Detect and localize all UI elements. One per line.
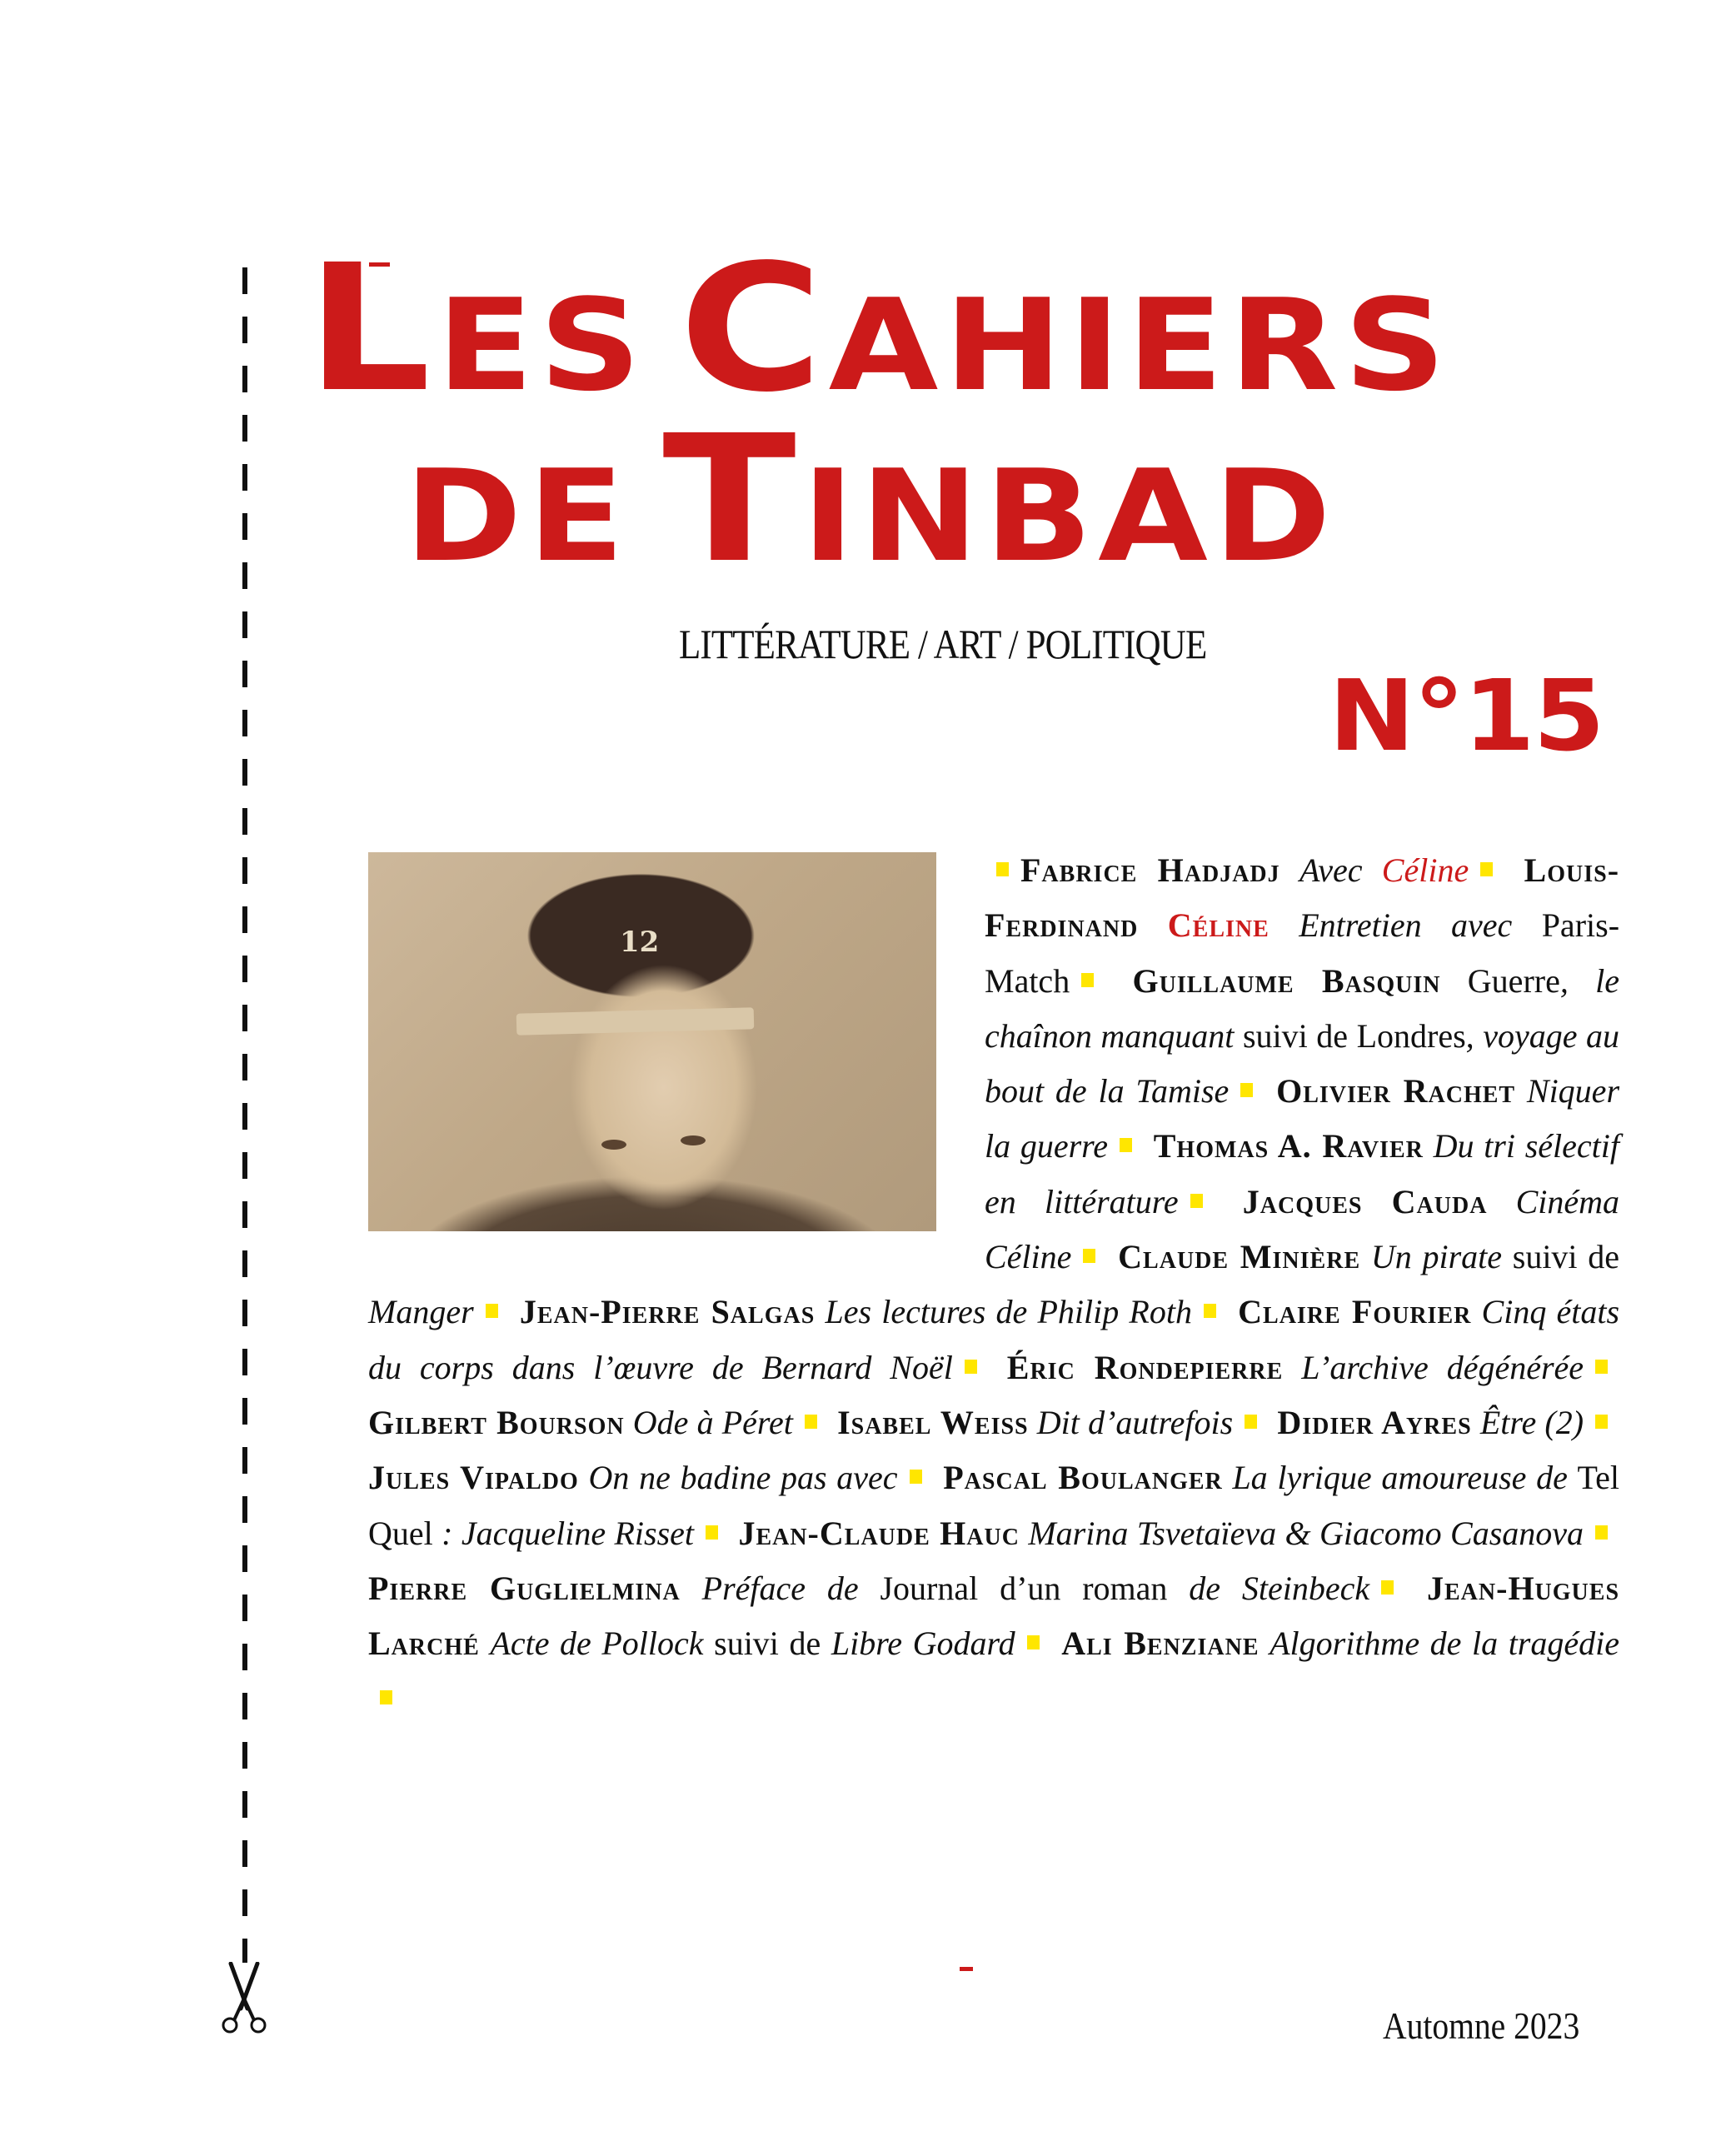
yellow-bullet-icon <box>1240 1083 1253 1097</box>
entry-author: Louis-Ferdinand <box>985 851 1620 945</box>
yellow-bullet-icon <box>1190 1194 1203 1208</box>
toc-entry <box>1277 1404 1584 1441</box>
entry-title-part: Dit d’autrefois <box>1036 1403 1234 1441</box>
yellow-bullet-icon <box>380 1690 392 1704</box>
toc-entry <box>368 1404 793 1441</box>
entry-title-part: Guerre <box>1467 961 1560 1000</box>
entry-title-part: Les lectures de Philip Roth <box>825 1293 1192 1331</box>
title-letter: L <box>306 227 437 431</box>
entry-title-part: Un pirate <box>1370 1238 1513 1276</box>
entry-title-part: Journal d’un roman <box>880 1569 1168 1607</box>
entry-title-part: Cinéma Céline <box>985 1182 1620 1276</box>
entry-title-part: Paris-Match <box>985 906 1620 1000</box>
entry-title-part: Avec <box>1299 851 1382 889</box>
entry-author: Jules Vipaldo <box>368 1459 579 1497</box>
entry-author: Didier Ayres <box>1277 1403 1472 1441</box>
toc-entry <box>1020 851 1469 889</box>
scissors-icon <box>219 1962 269 2037</box>
table-of-contents <box>368 843 1619 1727</box>
yellow-bullet-icon <box>1595 1360 1608 1374</box>
entry-title-part: La lyrique amoureuse de <box>1232 1459 1578 1497</box>
entry-title-part: On ne badine pas avec <box>588 1459 898 1497</box>
entry-title-part: Tel Quel <box>368 1459 1620 1552</box>
entry-title-part: suivi de <box>714 1624 831 1663</box>
title-word-de: DE <box>404 442 631 590</box>
yellow-bullet-icon <box>965 1360 977 1374</box>
entry-title-part: Manger <box>368 1293 474 1331</box>
title-letter: C <box>679 227 829 431</box>
yellow-bullet-icon <box>1381 1580 1394 1595</box>
yellow-bullet-icon <box>486 1304 498 1318</box>
magazine-title-line-1 <box>0 227 1716 431</box>
entry-author: Jean-Pierre Salgas <box>519 1293 816 1331</box>
entry-author-highlight: Céline <box>1167 906 1270 945</box>
photo-wrap-spacer <box>368 843 985 1285</box>
entry-author: Pierre Guglielmina <box>368 1569 681 1607</box>
entry-title-part: Préface de <box>701 1569 880 1607</box>
entry-title-part: de Steinbeck <box>1167 1569 1370 1607</box>
entry-title-part: L’archive dégénérée <box>1301 1348 1584 1386</box>
magazine-title-line-2 <box>0 397 1716 601</box>
entry-author: Claude Minière <box>1118 1238 1361 1276</box>
entry-author: Jean-Hugues Larché <box>368 1569 1620 1663</box>
kepi-number: 12 <box>620 926 660 959</box>
entry-title-part: Acte de Pollock <box>490 1624 715 1663</box>
entry-author: Claire Fourier <box>1238 1293 1472 1331</box>
entry-title-part: , le chaînon manquant <box>985 961 1620 1055</box>
title-word-cahiers: AHIERS <box>828 272 1452 419</box>
entry-author: Éric Rondepierre <box>1006 1348 1284 1386</box>
entry-title-part: Ode à Péret <box>632 1403 793 1441</box>
entry-title-part: Marina Tsvetaïeva & Giacomo Casanova <box>1028 1514 1584 1552</box>
toc-entry <box>738 1515 1584 1552</box>
entry-title-part: Algorithme de la tragédie <box>1270 1624 1619 1663</box>
entry-title-part: suivi de Londres <box>1242 1016 1466 1055</box>
yellow-bullet-icon <box>1595 1415 1608 1429</box>
entry-title-part: Être (2) <box>1479 1403 1584 1441</box>
yellow-bullet-icon <box>1027 1635 1040 1649</box>
entry-title-part: : Jacqueline Risset <box>432 1514 695 1552</box>
toc-entry <box>368 1570 1369 1607</box>
title-word-les: ES <box>436 272 647 419</box>
entry-title-part: Entretien avec <box>1299 906 1542 945</box>
entry-author: Jean-Claude Hauc <box>738 1514 1020 1552</box>
yellow-bullet-icon <box>910 1470 922 1484</box>
yellow-bullet-icon <box>1081 973 1094 987</box>
red-tick-mark-bottom <box>960 1967 973 1971</box>
yellow-bullet-icon <box>1083 1249 1095 1263</box>
yellow-bullet-icon <box>1120 1138 1132 1152</box>
title-letter: T <box>662 397 802 601</box>
entry-title-part: , voyage au bout de la Tamise <box>985 1016 1619 1110</box>
yellow-bullet-icon <box>1480 862 1493 876</box>
yellow-bullet-icon <box>1204 1304 1216 1318</box>
toc-entry <box>1061 1624 1619 1662</box>
entry-author: Jacques Cauda <box>1242 1182 1488 1220</box>
issue-number: N°15 <box>1329 658 1604 773</box>
yellow-bullet-icon <box>805 1415 817 1429</box>
entry-author: Isabel Weiss <box>837 1403 1029 1441</box>
entry-author: Pascal Boulanger <box>943 1459 1223 1497</box>
issue-season: Automne 2023 <box>1383 2004 1580 2047</box>
yellow-bullet-icon <box>1595 1525 1608 1540</box>
entry-author: Fabrice Hadjadj <box>1020 851 1280 889</box>
yellow-bullet-icon <box>996 862 1009 876</box>
yellow-bullet-icon <box>1245 1415 1257 1429</box>
entry-title-part: Cinq états du corps dans l’œuvre de Bernard Noël <box>368 1293 1620 1386</box>
entry-author: Ali Benziane <box>1061 1624 1260 1663</box>
toc-entry <box>520 1293 1192 1330</box>
magazine-subtitle: LITTÉRATURE / ART / POLITIQUE <box>679 621 1207 667</box>
toc-entry <box>1007 1349 1584 1386</box>
entry-author: Thomas A. Ravier <box>1153 1127 1424 1165</box>
entry-title-part: Du tri sélectif en littérature <box>985 1127 1619 1220</box>
title-word-tinbad: INBAD <box>801 442 1337 590</box>
entry-author: Olivier Rachet <box>1276 1072 1516 1110</box>
yellow-bullet-icon <box>706 1525 718 1540</box>
toc-entry <box>368 1459 898 1496</box>
entry-author: Guillaume Basquin <box>1132 961 1441 1000</box>
toc-entry <box>837 1404 1233 1441</box>
entry-title-part: Niquer la guerre <box>985 1072 1620 1165</box>
entry-title-part: Céline <box>1381 851 1469 889</box>
entry-title-part: suivi de <box>1512 1238 1620 1276</box>
entry-title-part: Libre Godard <box>831 1624 1015 1663</box>
entry-author: Gilbert Bourson <box>368 1403 625 1441</box>
